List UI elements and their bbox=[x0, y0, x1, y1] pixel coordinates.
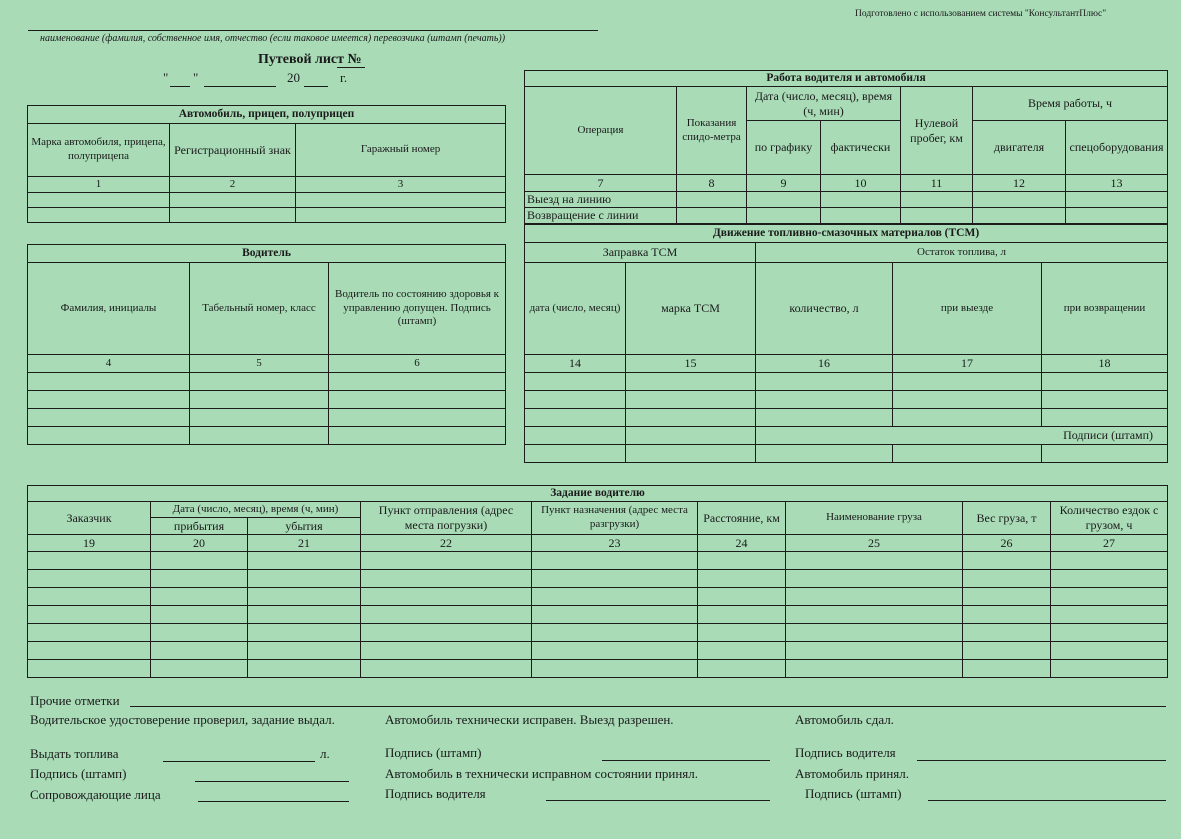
cell[interactable] bbox=[1051, 642, 1168, 660]
col-num: 2 bbox=[170, 177, 296, 193]
col-num: 7 bbox=[525, 175, 677, 192]
row-departure-label: Выезд на линию bbox=[525, 192, 677, 208]
cell[interactable] bbox=[698, 588, 786, 606]
day-field[interactable] bbox=[170, 86, 190, 87]
cell[interactable] bbox=[525, 445, 626, 463]
col-departure: убытия bbox=[248, 518, 361, 535]
sign-driver-mid-field[interactable] bbox=[546, 800, 770, 801]
cell[interactable] bbox=[361, 642, 532, 660]
cell[interactable] bbox=[248, 588, 361, 606]
cell[interactable] bbox=[677, 192, 747, 208]
cell[interactable] bbox=[151, 624, 248, 642]
cell[interactable] bbox=[28, 570, 151, 588]
col-vehicle-brand: Марка автомобиля, прицепа, полуприцепа bbox=[28, 124, 170, 177]
cell[interactable] bbox=[901, 208, 973, 224]
cell[interactable] bbox=[698, 624, 786, 642]
cell[interactable] bbox=[28, 642, 151, 660]
cell[interactable] bbox=[151, 570, 248, 588]
cell[interactable] bbox=[786, 570, 963, 588]
cell[interactable] bbox=[248, 624, 361, 642]
sign-driver-mid-label: Подпись водителя bbox=[385, 786, 486, 801]
cell[interactable] bbox=[698, 642, 786, 660]
sign-stamp-left-field[interactable] bbox=[195, 781, 349, 782]
waybill-number-field[interactable] bbox=[337, 67, 365, 68]
cell[interactable] bbox=[893, 391, 1042, 409]
cell[interactable] bbox=[151, 588, 248, 606]
col-health-check: Водитель по состоянию здоровья к управлению допущен. Подпись (штамп) bbox=[329, 263, 506, 355]
col-num: 26 bbox=[963, 535, 1051, 552]
col-fuel-brand: марка ТСМ bbox=[626, 263, 756, 355]
cell[interactable] bbox=[626, 373, 756, 391]
col-num: 12 bbox=[973, 175, 1066, 192]
cell[interactable] bbox=[532, 624, 698, 642]
carrier-caption: наименование (фамилия, собственное имя, отчество (если таковое имеется) перевозчика (штамп (печать)) bbox=[40, 33, 506, 44]
col-origin: Пункт отправления (адрес места погрузки) bbox=[361, 502, 532, 535]
col-num: 17 bbox=[893, 355, 1042, 373]
cell[interactable] bbox=[28, 606, 151, 624]
cell[interactable] bbox=[361, 606, 532, 624]
sign-stamp-mid-field[interactable] bbox=[602, 760, 770, 761]
cell[interactable] bbox=[361, 588, 532, 606]
cell[interactable] bbox=[1051, 570, 1168, 588]
cell[interactable] bbox=[626, 391, 756, 409]
col-num: 14 bbox=[525, 355, 626, 373]
col-weight: Вес груза, т bbox=[963, 502, 1051, 535]
cell[interactable] bbox=[532, 606, 698, 624]
cell[interactable] bbox=[151, 660, 248, 678]
cell[interactable] bbox=[963, 660, 1051, 678]
cell[interactable] bbox=[28, 624, 151, 642]
task-table bbox=[27, 485, 1168, 678]
cell[interactable] bbox=[1051, 624, 1168, 642]
issue-fuel-field[interactable] bbox=[163, 761, 315, 762]
cell[interactable] bbox=[532, 588, 698, 606]
cell[interactable] bbox=[532, 570, 698, 588]
fuel-signatures: Подписи (штамп) bbox=[756, 427, 1168, 445]
cell[interactable] bbox=[248, 642, 361, 660]
cell[interactable] bbox=[190, 409, 329, 427]
driver-table bbox=[27, 244, 506, 445]
cell[interactable] bbox=[248, 570, 361, 588]
other-notes-field[interactable] bbox=[130, 706, 1166, 707]
cell[interactable] bbox=[698, 570, 786, 588]
year-field[interactable] bbox=[304, 86, 328, 87]
cell[interactable] bbox=[28, 552, 151, 570]
row-return-label: Возвращение с линии bbox=[525, 208, 677, 224]
cell[interactable] bbox=[756, 445, 893, 463]
cell[interactable] bbox=[296, 193, 506, 208]
cell[interactable] bbox=[248, 606, 361, 624]
col-operation: Операция bbox=[525, 87, 677, 175]
col-num: 13 bbox=[1066, 175, 1168, 192]
cell[interactable] bbox=[786, 606, 963, 624]
cell[interactable] bbox=[532, 660, 698, 678]
cell[interactable] bbox=[28, 373, 190, 391]
cell[interactable] bbox=[190, 427, 329, 445]
cell[interactable] bbox=[329, 391, 506, 409]
cell[interactable] bbox=[28, 208, 170, 223]
cell[interactable] bbox=[170, 193, 296, 208]
col-reg-plate: Регистрационный знак bbox=[170, 124, 296, 177]
fuel-title: Движение топливно-смазочных материалов (ТСМ) bbox=[525, 225, 1168, 243]
cell[interactable] bbox=[151, 552, 248, 570]
col-actual: фактически bbox=[821, 121, 901, 175]
col-num: 24 bbox=[698, 535, 786, 552]
col-at-return: при возвращении bbox=[1042, 263, 1168, 355]
cell[interactable] bbox=[626, 409, 756, 427]
cell[interactable] bbox=[532, 552, 698, 570]
col-refuel: Заправка ТСМ bbox=[525, 243, 756, 263]
cell[interactable] bbox=[963, 570, 1051, 588]
liters-label: л. bbox=[320, 746, 330, 761]
cell[interactable] bbox=[525, 409, 626, 427]
col-num: 22 bbox=[361, 535, 532, 552]
page-title: Путевой лист № bbox=[258, 52, 362, 67]
col-distance: Расстояние, км bbox=[698, 502, 786, 535]
cell[interactable] bbox=[821, 192, 901, 208]
col-remaining: Остаток топлива, л bbox=[756, 243, 1168, 263]
cell[interactable] bbox=[1042, 409, 1168, 427]
cell[interactable] bbox=[28, 409, 190, 427]
cell[interactable] bbox=[1051, 552, 1168, 570]
cell[interactable] bbox=[963, 588, 1051, 606]
cell[interactable] bbox=[756, 409, 893, 427]
cell[interactable] bbox=[329, 409, 506, 427]
col-num: 16 bbox=[756, 355, 893, 373]
col-num: 20 bbox=[151, 535, 248, 552]
cell[interactable] bbox=[756, 373, 893, 391]
cell[interactable] bbox=[170, 208, 296, 223]
col-num: 25 bbox=[786, 535, 963, 552]
cell[interactable] bbox=[28, 588, 151, 606]
cell[interactable] bbox=[963, 642, 1051, 660]
cell[interactable] bbox=[698, 606, 786, 624]
cell[interactable] bbox=[525, 373, 626, 391]
cell[interactable] bbox=[28, 660, 151, 678]
cell[interactable] bbox=[28, 391, 190, 409]
sign-driver-right-field[interactable] bbox=[917, 760, 1166, 761]
col-work-time: Время работы, ч bbox=[973, 87, 1168, 121]
col-special-equipment: спецоборудования bbox=[1066, 121, 1168, 175]
driver-title: Водитель bbox=[28, 245, 506, 263]
cell[interactable] bbox=[1066, 192, 1168, 208]
col-num: 3 bbox=[296, 177, 506, 193]
cell[interactable] bbox=[698, 660, 786, 678]
col-arrival: прибытия bbox=[151, 518, 248, 535]
license-checked-label: Водительское удостоверение проверил, задание выдал. bbox=[30, 712, 335, 727]
cell[interactable] bbox=[361, 570, 532, 588]
cell[interactable] bbox=[151, 606, 248, 624]
sign-stamp-right-field[interactable] bbox=[928, 800, 1166, 801]
cell[interactable] bbox=[28, 427, 190, 445]
cell[interactable] bbox=[1051, 606, 1168, 624]
col-refuel-date: дата (число, месяц) bbox=[525, 263, 626, 355]
cell[interactable] bbox=[893, 445, 1042, 463]
col-num: 19 bbox=[28, 535, 151, 552]
cell[interactable] bbox=[329, 427, 506, 445]
col-fuel-qty: количество, л bbox=[756, 263, 893, 355]
cell[interactable] bbox=[1051, 660, 1168, 678]
cell[interactable] bbox=[1066, 208, 1168, 224]
cell[interactable] bbox=[1042, 373, 1168, 391]
cell[interactable] bbox=[626, 427, 756, 445]
escorts-label: Сопровождающие лица bbox=[30, 787, 161, 802]
car-accepted-label: Автомобиль принял. bbox=[795, 766, 910, 781]
col-num: 6 bbox=[329, 355, 506, 373]
cell[interactable] bbox=[296, 208, 506, 223]
sign-driver-right-label: Подпись водителя bbox=[795, 745, 896, 760]
col-engine: двигателя bbox=[973, 121, 1066, 175]
car-handed-label: Автомобиль сдал. bbox=[795, 712, 894, 727]
cell[interactable] bbox=[756, 391, 893, 409]
col-odometer: Показания спидо-метра bbox=[677, 87, 747, 175]
cell[interactable] bbox=[151, 642, 248, 660]
col-num: 8 bbox=[677, 175, 747, 192]
col-schedule: по графику bbox=[747, 121, 821, 175]
car-ok-label: Автомобиль технически исправен. Выезд разрешен. bbox=[385, 712, 674, 727]
other-notes-label: Прочие отметки bbox=[30, 693, 120, 708]
cell[interactable] bbox=[532, 642, 698, 660]
col-destination: Пункт назначения (адрес места разгрузки) bbox=[532, 502, 698, 535]
cell[interactable] bbox=[698, 552, 786, 570]
sign-stamp-left-label: Подпись (штамп) bbox=[30, 766, 127, 781]
task-title: Задание водителю bbox=[28, 486, 1168, 502]
year-suffix: г. bbox=[340, 70, 348, 85]
quote-open: " bbox=[163, 70, 169, 85]
sign-stamp-mid-label: Подпись (штамп) bbox=[385, 745, 482, 760]
quote-close: " bbox=[193, 70, 199, 85]
carrier-line[interactable] bbox=[28, 30, 598, 31]
cell[interactable] bbox=[190, 373, 329, 391]
cell[interactable] bbox=[626, 445, 756, 463]
cell[interactable] bbox=[1042, 445, 1168, 463]
col-datetime: Дата (число, месяц), время (ч, мин) bbox=[747, 87, 901, 121]
work-table bbox=[524, 70, 1168, 224]
col-num: 23 bbox=[532, 535, 698, 552]
col-personnel-number: Табельный номер, класс bbox=[190, 263, 329, 355]
cell[interactable] bbox=[361, 624, 532, 642]
cell[interactable] bbox=[329, 373, 506, 391]
cell[interactable] bbox=[525, 427, 626, 445]
cell[interactable] bbox=[677, 208, 747, 224]
col-num: 15 bbox=[626, 355, 756, 373]
cell[interactable] bbox=[821, 208, 901, 224]
col-num: 5 bbox=[190, 355, 329, 373]
cell[interactable] bbox=[361, 660, 532, 678]
col-num: 18 bbox=[1042, 355, 1168, 373]
cell[interactable] bbox=[525, 391, 626, 409]
cell[interactable] bbox=[786, 588, 963, 606]
cell[interactable] bbox=[963, 606, 1051, 624]
cell[interactable] bbox=[1051, 588, 1168, 606]
vehicle-table bbox=[27, 105, 506, 223]
cell[interactable] bbox=[1042, 391, 1168, 409]
cell[interactable] bbox=[786, 642, 963, 660]
sign-stamp-right-label: Подпись (штамп) bbox=[805, 786, 902, 801]
cell[interactable] bbox=[893, 373, 1042, 391]
cell[interactable] bbox=[28, 193, 170, 208]
col-task-datetime: Дата (число, месяц), время (ч, мин) bbox=[151, 502, 361, 518]
col-driver-name: Фамилия, инициалы bbox=[28, 263, 190, 355]
cell[interactable] bbox=[893, 409, 1042, 427]
cell[interactable] bbox=[786, 624, 963, 642]
issue-fuel-label: Выдать топлива bbox=[30, 746, 119, 761]
cell[interactable] bbox=[190, 391, 329, 409]
col-zero-run: Нулевой пробег, км bbox=[901, 87, 973, 175]
cell[interactable] bbox=[973, 208, 1066, 224]
work-title: Работа водителя и автомобиля bbox=[525, 71, 1168, 87]
cell[interactable] bbox=[973, 192, 1066, 208]
fuel-table bbox=[524, 224, 1168, 463]
col-num: 10 bbox=[821, 175, 901, 192]
cell[interactable] bbox=[901, 192, 973, 208]
cell[interactable] bbox=[786, 552, 963, 570]
col-num: 27 bbox=[1051, 535, 1168, 552]
col-trips: Количество ездок с грузом, ч bbox=[1051, 502, 1168, 535]
col-at-exit: при выезде bbox=[893, 263, 1042, 355]
col-num: 4 bbox=[28, 355, 190, 373]
cell[interactable] bbox=[248, 552, 361, 570]
col-num: 1 bbox=[28, 177, 170, 193]
year-prefix: 20 bbox=[287, 70, 300, 85]
escorts-field[interactable] bbox=[198, 801, 349, 802]
car-accepted-ok-label: Автомобиль в технически исправном состоянии принял. bbox=[385, 766, 699, 781]
col-garage-number: Гаражный номер bbox=[296, 124, 506, 177]
cell[interactable] bbox=[361, 552, 532, 570]
prepared-note: Подготовлено с использованием системы "КонсультантПлюс" bbox=[855, 9, 1107, 19]
col-num: 21 bbox=[248, 535, 361, 552]
cell[interactable] bbox=[747, 208, 821, 224]
cell[interactable] bbox=[248, 660, 361, 678]
cell[interactable] bbox=[963, 624, 1051, 642]
col-num: 11 bbox=[901, 175, 973, 192]
col-num: 9 bbox=[747, 175, 821, 192]
vehicle-title: Автомобиль, прицеп, полуприцеп bbox=[28, 106, 506, 124]
cell[interactable] bbox=[747, 192, 821, 208]
month-field[interactable] bbox=[204, 86, 276, 87]
col-customer: Заказчик bbox=[28, 502, 151, 535]
cell[interactable] bbox=[786, 660, 963, 678]
cell[interactable] bbox=[963, 552, 1051, 570]
col-cargo: Наименование груза bbox=[786, 502, 963, 535]
